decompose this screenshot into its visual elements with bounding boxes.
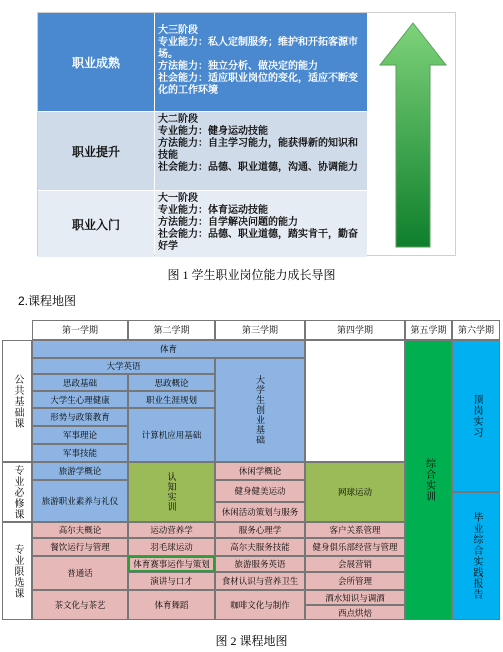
stage-line: 方法能力：独立分析、做决定的能力 bbox=[158, 61, 318, 72]
figure2-course-map bbox=[0, 320, 503, 620]
figure1-growth-chart bbox=[37, 12, 456, 256]
stage-line: 大三阶段 bbox=[158, 25, 198, 36]
course-computer-basics: 计算机应用基础 bbox=[128, 408, 215, 462]
course-english: 大学英语 bbox=[32, 358, 215, 374]
course-coffee: 咖啡文化与制作 bbox=[215, 590, 305, 620]
course-military-theory: 军事理论 bbox=[32, 426, 128, 444]
course-tourism-literacy: 旅游职业素养与礼仪 bbox=[32, 480, 128, 522]
course-military-skills: 军事技能 bbox=[32, 444, 128, 462]
category-required: 专业必修课 bbox=[2, 462, 32, 522]
course-mandarin: 普通话 bbox=[32, 556, 128, 590]
course-leisure-activity: 休闲活动策划与服务 bbox=[215, 502, 305, 522]
course-career-planning: 职业生涯规划 bbox=[128, 391, 215, 408]
semester-5-header: 第五学期 bbox=[405, 320, 452, 340]
course-politics-basic: 思政基础 bbox=[32, 374, 128, 391]
blank-cell bbox=[305, 340, 405, 462]
course-food-nutrition: 食材认识与营养卫生 bbox=[215, 572, 305, 590]
course-tea-culture: 茶文化与茶艺 bbox=[32, 590, 128, 620]
course-golf-intro: 高尔夫概论 bbox=[32, 522, 128, 538]
course-service-psychology: 服务心理学 bbox=[215, 522, 305, 538]
course-situation-policy: 形势与政策教育 bbox=[32, 408, 128, 426]
course-exhibition-marketing: 会展营销 bbox=[305, 556, 405, 572]
stage-line: 大一阶段 bbox=[158, 193, 198, 204]
course-leisure-intro: 休闲学概论 bbox=[215, 462, 305, 480]
course-crm: 客户关系管理 bbox=[305, 522, 405, 538]
stage-line: 专业能力：私人定制服务；维护和开拓客源市场。 bbox=[158, 37, 358, 60]
course-politics-overview: 思政概论 bbox=[128, 374, 215, 391]
course-bartending: 酒水知识与调酒 bbox=[305, 590, 405, 605]
course-catering: 餐饮运行与管理 bbox=[32, 538, 128, 556]
course-speech: 演讲与口才 bbox=[128, 572, 215, 590]
semester-6-header: 第六学期 bbox=[452, 320, 500, 340]
course-tourism-english: 旅游服务英语 bbox=[215, 556, 305, 572]
semester-3-header: 第三学期 bbox=[215, 320, 305, 340]
course-cognitive-training: 认知实训 bbox=[128, 462, 215, 522]
course-sports-dance: 体育舞蹈 bbox=[128, 590, 215, 620]
stage-line: 社会能力：品德、职业道德，沟通、协调能力 bbox=[158, 162, 358, 173]
course-career-basics: 大学生创业基础 bbox=[215, 358, 305, 462]
course-baking: 西点烘焙 bbox=[305, 605, 405, 620]
figure1-caption: 图 1 学生职业岗位能力成长导图 bbox=[167, 268, 336, 282]
course-tourism-intro: 旅游学概论 bbox=[32, 462, 128, 480]
section-heading: 2.课程地图 bbox=[18, 294, 77, 308]
stage-line: 大二阶段 bbox=[158, 114, 198, 125]
category-elective: 专业限选课 bbox=[2, 522, 32, 620]
semester-1-header: 第一学期 bbox=[32, 320, 128, 340]
stage-label-entry: 职业入门 bbox=[38, 191, 154, 257]
semester-2-header: 第二学期 bbox=[128, 320, 215, 340]
course-badminton: 羽毛球运动 bbox=[128, 538, 215, 556]
course-clubhouse-management: 会所管理 bbox=[305, 572, 405, 590]
stage-line: 专业能力：体育运动技能 bbox=[158, 205, 268, 216]
course-comprehensive-training: 综合实训 bbox=[405, 340, 452, 620]
course-golf-service: 高尔夫服务技能 bbox=[215, 538, 305, 556]
course-pe: 体育 bbox=[32, 340, 305, 358]
figure2-caption: 图 2 课程地图 bbox=[215, 634, 288, 648]
course-sports-nutrition: 运动营养学 bbox=[128, 522, 215, 538]
stage-desc-entry bbox=[155, 191, 367, 257]
stage-line: 社会能力：适应职业岗位的变化，适应不断变化的工作环境 bbox=[158, 73, 358, 96]
stage-line: 社会能力：品德、职业道德，踏实肯干，勤奋好学 bbox=[158, 229, 358, 252]
stage-label-improve: 职业提升 bbox=[38, 112, 154, 190]
course-event-planning: 体育赛事运作与策划 bbox=[128, 556, 215, 572]
growth-arrow-icon bbox=[378, 21, 448, 249]
semester-4-header: 第四学期 bbox=[305, 320, 405, 340]
course-internship: 顶岗实习 bbox=[452, 340, 500, 492]
course-graduation-report: 毕业综合实践报告 bbox=[452, 492, 500, 620]
category-public: 公共基础课 bbox=[2, 340, 32, 462]
stage-line: 方法能力：自主学习能力，能获得新的知识和技能 bbox=[158, 138, 358, 161]
course-club-management: 健身俱乐部经营与管理 bbox=[305, 538, 405, 556]
course-mental-health: 大学生心理健康 bbox=[32, 391, 128, 408]
stage-desc-improve bbox=[155, 112, 367, 190]
stage-line: 方法能力：自学解决问题的能力 bbox=[158, 217, 298, 228]
stage-label-mature: 职业成熟 bbox=[38, 13, 154, 111]
course-tennis: 网球运动 bbox=[305, 462, 405, 522]
course-fitness: 健身健美运动 bbox=[215, 480, 305, 502]
stage-desc-mature bbox=[155, 13, 367, 111]
stage-line: 专业能力：健身运动技能 bbox=[158, 126, 268, 137]
